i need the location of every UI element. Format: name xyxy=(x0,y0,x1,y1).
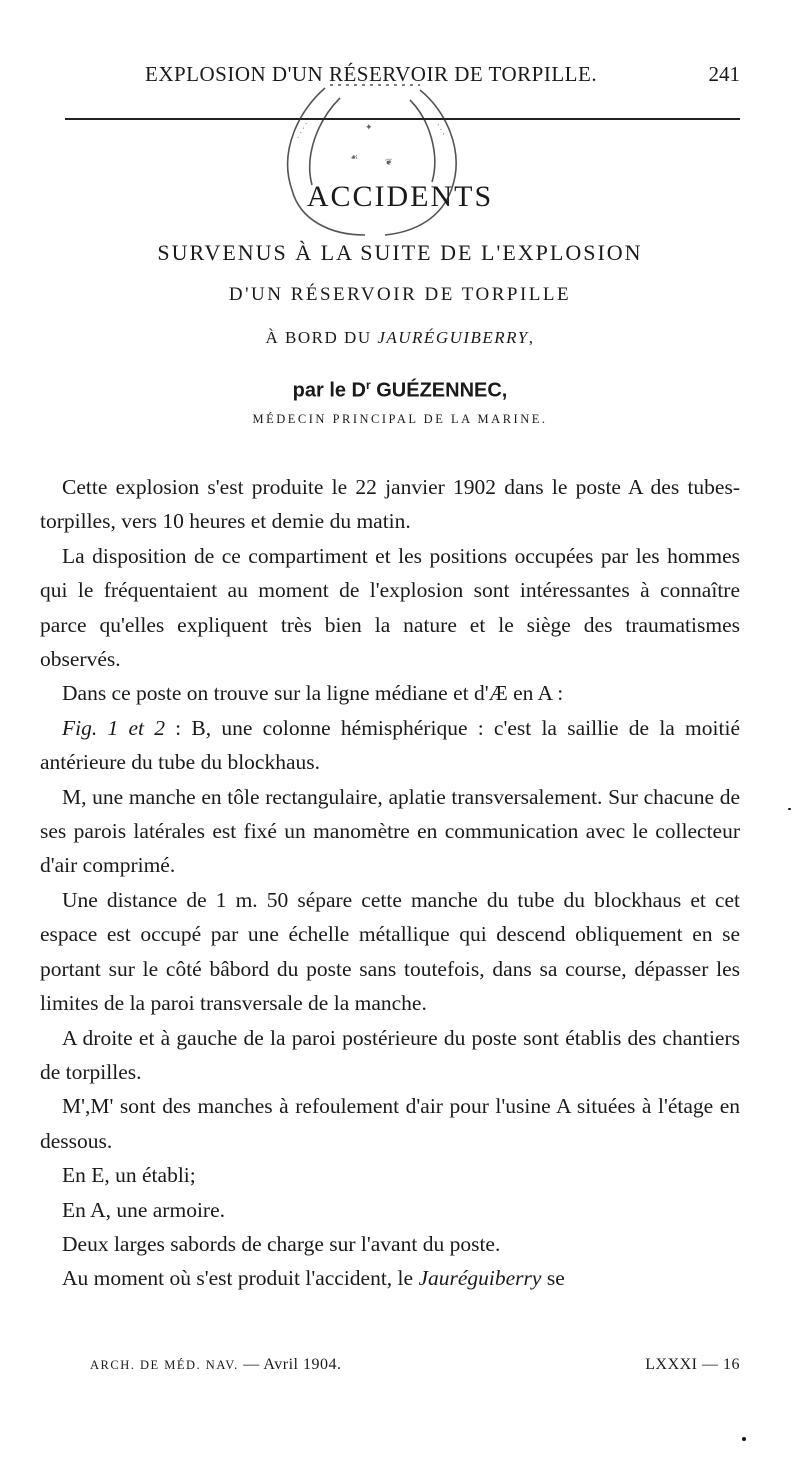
journal-abbrev: ARCH. DE MÉD. NAV. xyxy=(90,1358,239,1372)
paragraph-10: En A, une armoire. xyxy=(62,1197,225,1222)
paragraph-4-text: : B, une colonne hémisphérique : c'est la saillie de la moitié antérieure du tube du blockhaus. xyxy=(40,715,740,775)
article-title-line-2: SURVENUS À LA SUITE DE L'EXPLOSION xyxy=(157,240,643,265)
paragraph-3: Dans ce poste on trouve sur la ligne médiane et d'Æ en A : xyxy=(62,681,564,706)
footer-volume: LXXXI — 16 xyxy=(645,1356,740,1373)
ship-name-inline: Jauréguiberry xyxy=(418,1266,542,1291)
svg-text:· · ·: · · · xyxy=(433,121,449,138)
svg-text:✦: ✦ xyxy=(365,122,373,132)
svg-text:❦: ❦ xyxy=(385,157,393,167)
running-header xyxy=(65,62,740,92)
ship-name: JAURÉGUIBERRY xyxy=(377,328,529,347)
paragraph-12-start: Au moment où s'est produit l'accident, le xyxy=(62,1266,419,1291)
title-suffix: , xyxy=(528,328,535,347)
author-affiliation: MÉDECIN PRINCIPAL DE LA MARINE. xyxy=(252,412,548,426)
paragraph-11: Deux larges sabords de charge sur l'avant du poste. xyxy=(62,1231,501,1256)
author-sup: r xyxy=(366,378,371,392)
paragraph-2: La disposition de ce compartiment et les positions occupées par les hommes qui le fréquentaient au moment de l'explosion sont intéressantes à connaître parce qu'elles expliquent très bien la nature et le siège des traumatismes observés. xyxy=(40,543,740,672)
figure-reference: Fig. 1 et 2 xyxy=(62,715,165,740)
scan-speck xyxy=(788,808,791,810)
article-title-line-4 xyxy=(0,328,800,348)
author-name: GUÉZENNEC, xyxy=(370,379,508,402)
article-title: ACCIDENTS xyxy=(306,180,494,213)
scan-speck xyxy=(742,1437,746,1441)
author-line xyxy=(0,378,800,403)
paragraph-12 xyxy=(40,1261,740,1295)
article-title-line-3: D'UN RÉSERVOIR DE TORPILLE xyxy=(228,284,572,305)
svg-text:☙: ☙ xyxy=(350,152,359,162)
title-prefix: À BORD DU xyxy=(265,328,378,347)
page-footer xyxy=(90,1356,740,1382)
paragraph-1: Cette explosion s'est produite le 22 janvier 1902 dans le poste A des tubes-torpilles, vers 10 heures et demie du matin. xyxy=(40,475,740,534)
page-number: 241 xyxy=(708,62,740,86)
issue-date: — Avril 1904. xyxy=(238,1356,342,1373)
author-prefix: par le D xyxy=(292,379,366,402)
footer-source xyxy=(90,1356,341,1374)
paragraph-6: Une distance de 1 m. 50 sépare cette manche du tube du blockhaus et cet espace est occupé par une échelle métallique qui descend obliquement en se portant sur le côté bâbord du poste sans toutefois, dans sa course, dépasser les limites de la paroi transversale de la manche. xyxy=(40,887,740,1016)
svg-text:· · · ·: · · · · xyxy=(293,119,312,141)
paragraph-7: A droite et à gauche de la paroi postérieure du poste sont établis des chantiers de torpilles. xyxy=(40,1025,740,1084)
paragraph-8: M',M' sont des manches à refoulement d'air pour l'usine A situées à l'étage en dessous. xyxy=(40,1094,740,1153)
body-text xyxy=(40,470,740,1296)
paragraph-5: M, une manche en tôle rectangulaire, aplatie transversalement. Sur chacune de ses parois latérales est fixé un manomètre en communication avec le collecteur d'air comprimé. xyxy=(40,784,740,878)
paragraph-12-end: se xyxy=(541,1266,565,1291)
running-title: EXPLOSION D'UN RÉSERVOIR DE TORPILLE. xyxy=(145,62,598,86)
paragraph-4 xyxy=(40,711,740,780)
header-rule xyxy=(65,118,740,120)
paragraph-9: En E, un établi; xyxy=(62,1163,196,1188)
library-stamp xyxy=(270,70,480,255)
